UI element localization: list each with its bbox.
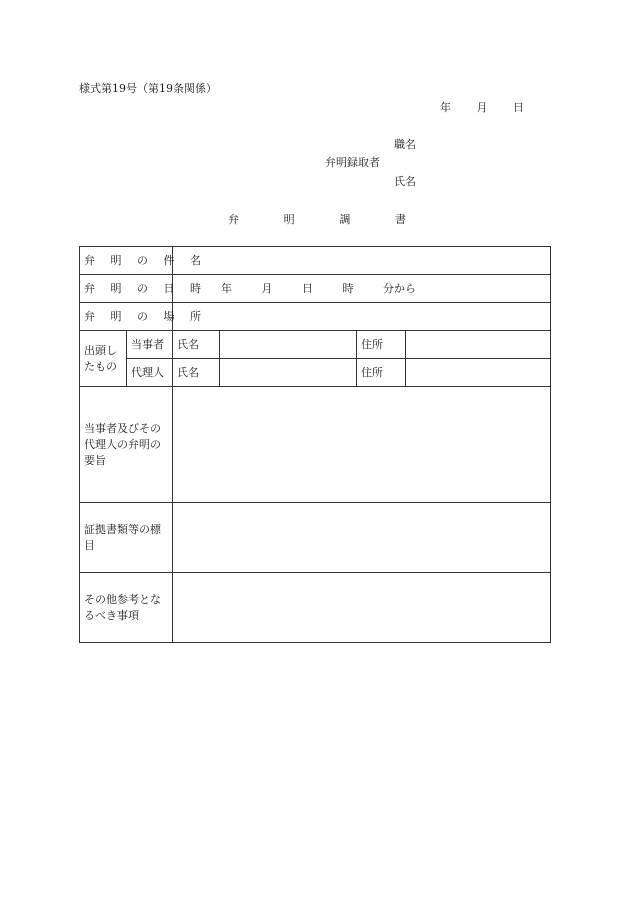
datetime-label: 弁 明 の 日 時 (80, 275, 173, 303)
party-name-field[interactable] (220, 331, 357, 359)
case-name-label: 弁 明 の 件 名 (80, 247, 173, 275)
datetime-year: 年 (221, 281, 232, 295)
title-char: 明 (283, 213, 295, 226)
evidence-field[interactable] (173, 503, 551, 573)
title-char: 弁 (228, 213, 239, 226)
datetime-hour: 時 (342, 281, 354, 295)
datetime-field[interactable] (173, 275, 551, 303)
datetime-row (80, 275, 551, 303)
agent-row (80, 359, 551, 387)
agent-label: 代理人 (127, 359, 173, 387)
agent-name-label: 氏名 (173, 359, 220, 387)
case-name-field[interactable] (173, 247, 551, 275)
datetime-month: 月 (261, 281, 273, 295)
form-number: 様式第19号（第19条関係） (79, 82, 217, 95)
recorder-name-label: 氏名 (394, 175, 416, 188)
agent-address-field[interactable] (406, 359, 551, 387)
party-row (80, 331, 551, 359)
datetime-minute: 分から (383, 281, 416, 295)
job-title-label: 職名 (394, 138, 416, 151)
document-title (228, 213, 406, 227)
party-address-label: 住所 (357, 331, 406, 359)
other-row (80, 573, 551, 643)
summary-label: 当事者及びその代理人の弁明の要旨 (80, 387, 173, 503)
summary-field[interactable] (173, 387, 551, 503)
date-day-label: 日 (513, 101, 524, 114)
party-name-label: 氏名 (173, 331, 220, 359)
place-label: 弁 明 の 場 所 (80, 303, 173, 331)
attendee-label: 出頭したもの (80, 331, 127, 387)
agent-address-label: 住所 (357, 359, 406, 387)
party-label: 当事者 (127, 331, 173, 359)
other-field[interactable] (173, 573, 551, 643)
place-field[interactable] (173, 303, 551, 331)
date-year-label: 年 (440, 101, 451, 114)
title-char: 書 (394, 213, 406, 226)
datetime-day: 日 (302, 281, 313, 295)
title-char: 調 (339, 213, 351, 226)
evidence-row (80, 503, 551, 573)
other-label: その他参考となるべき事項 (80, 573, 173, 643)
statement-form-table (79, 246, 551, 643)
date-month-label: 月 (476, 101, 488, 114)
party-address-field[interactable] (406, 331, 551, 359)
summary-row (80, 387, 551, 503)
evidence-label: 証拠書類等の標目 (80, 503, 173, 573)
agent-name-field[interactable] (220, 359, 357, 387)
date-line (440, 101, 524, 115)
case-name-row (80, 247, 551, 275)
recorder-label: 弁明録取者 (325, 156, 380, 169)
place-row (80, 303, 551, 331)
